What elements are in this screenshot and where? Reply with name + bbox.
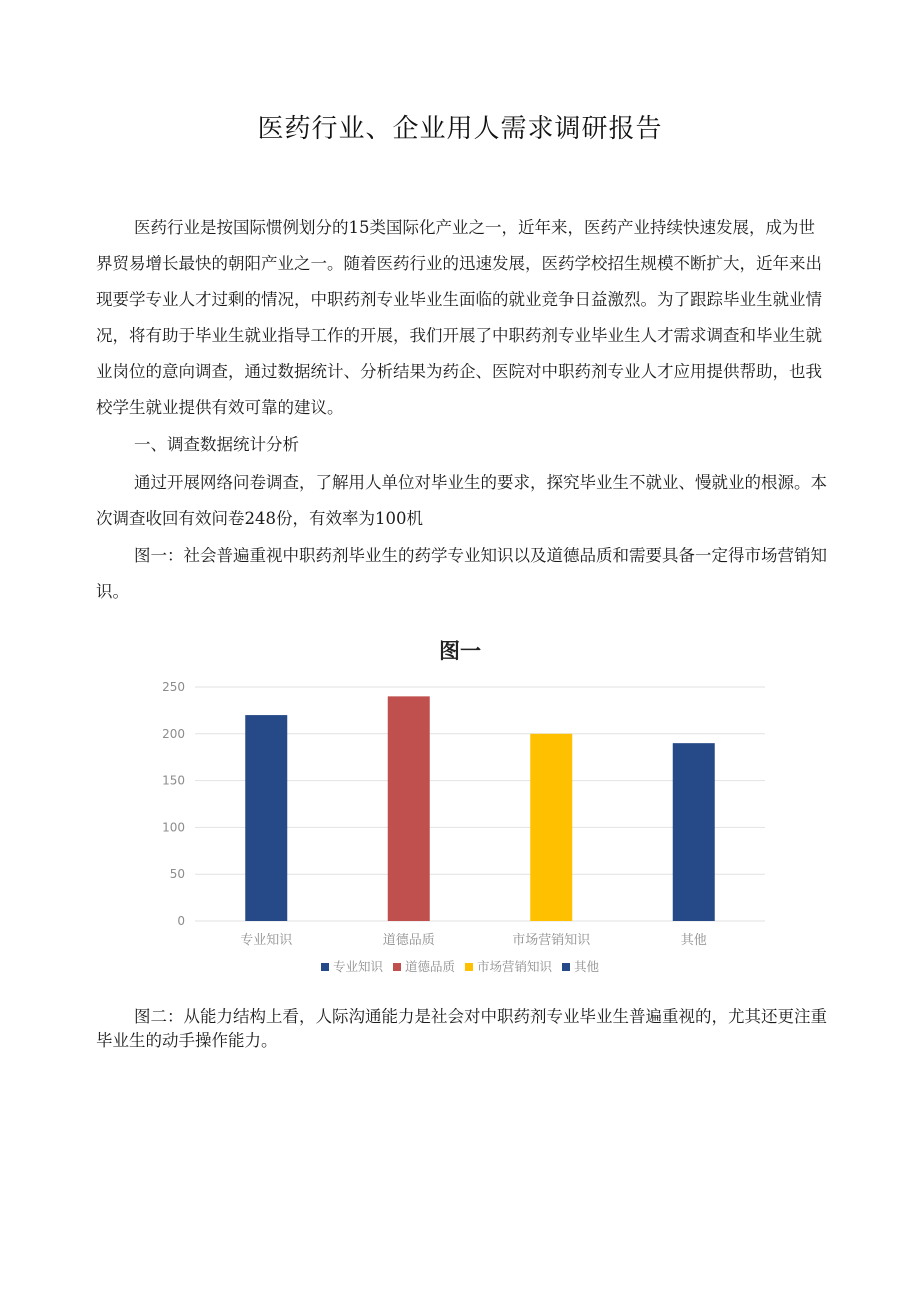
legend-swatch bbox=[465, 963, 473, 971]
bar-1 bbox=[245, 715, 287, 921]
y-tick-label: 0 bbox=[177, 914, 185, 928]
legend-swatch bbox=[321, 963, 329, 971]
legend-swatch bbox=[562, 963, 570, 971]
intro-paragraph: 医药行业是按国际惯例划分的15类国际化产业之一，近年来，医药产业持续快速发展，成为世界贸易增长最快的朝阳产业之一。随着医药行业的迅速发展，医药学校招生规模不断扩大，近年来出现要学专业人才过剩的情况，中职药剂专业毕业生面临的就业竞争日益激烈。为了跟踪毕业生就业情况，将有助于毕业生就业指导工作的开展，我们开展了中职药剂专业毕业生人才需求调查和毕业生就业岗位的意向调查，通过数据统计、分析结果为药企、医院对中职药剂专业人才应用提供帮助，也我校学生就业提供有效可靠的建议。 bbox=[96, 218, 822, 417]
legend-label: 专业知识 bbox=[333, 959, 384, 974]
y-tick-label: 100 bbox=[162, 820, 185, 835]
legend-swatch bbox=[393, 963, 401, 971]
bar-4 bbox=[673, 743, 715, 921]
x-category-label: 市场营销知识 bbox=[512, 933, 591, 948]
x-category-label: 专业知识 bbox=[240, 933, 293, 948]
y-tick-label: 50 bbox=[169, 867, 185, 882]
document-title: 医药行业、企业用人需求调研报告 bbox=[257, 114, 663, 144]
y-tick-label: 250 bbox=[162, 680, 185, 694]
legend-label: 其他 bbox=[574, 959, 600, 974]
chart-svg bbox=[140, 628, 780, 988]
bar-2 bbox=[388, 696, 430, 921]
x-category-label: 道德品质 bbox=[382, 933, 435, 948]
chart-title: 图一 bbox=[439, 639, 481, 663]
y-tick-label: 150 bbox=[162, 773, 185, 788]
bar-3 bbox=[530, 734, 572, 921]
figure2-caption: 图二：从能力结构上看，人际沟通能力是社会对中职药剂专业毕业生普遍重视的，尤其还更注重毕业生的动手操作能力。 bbox=[96, 1007, 827, 1050]
legend-label: 道德品质 bbox=[405, 959, 456, 974]
x-category-label: 其他 bbox=[680, 933, 707, 948]
section-heading-1: 一、调查数据统计分析 bbox=[134, 435, 299, 454]
figure1-caption: 图一：社会普遍重视中职药剂毕业生的药学专业知识以及道德品质和需要具备一定得市场营销知识。 bbox=[96, 546, 827, 601]
y-tick-label: 200 bbox=[162, 726, 185, 741]
bar-chart bbox=[140, 628, 780, 988]
legend-label: 市场营销知识 bbox=[477, 959, 553, 974]
survey-paragraph: 通过开展网络问卷调查，了解用人单位对毕业生的要求，探究毕业生不就业、慢就业的根源。本次调查收回有效问卷248份，有效率为100机 bbox=[96, 473, 827, 528]
